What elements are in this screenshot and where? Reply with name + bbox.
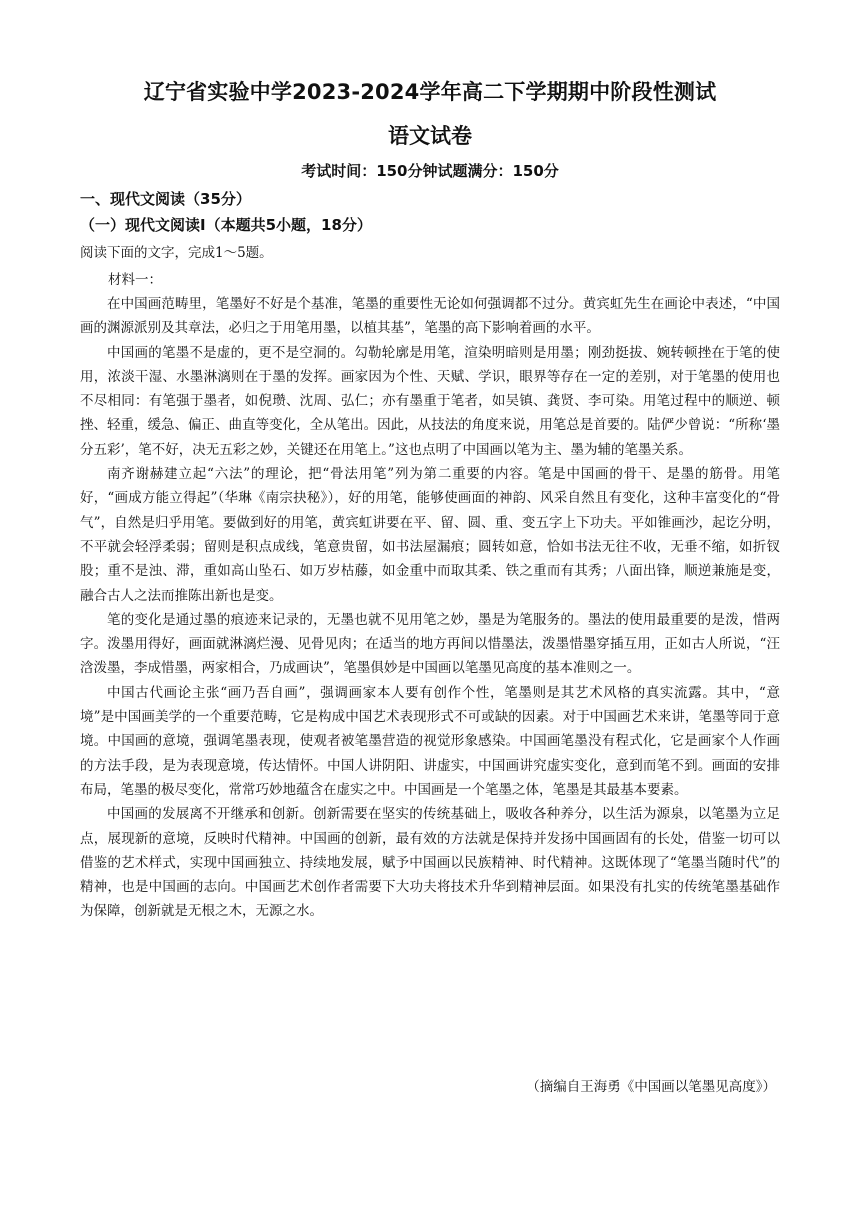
paragraph: 中国古代画论主张“画乃吾自画”，强调画家本人要有创作个性，笔墨则是其艺术风格的真实流露。其中，“意境”是中国画美学的一个重要范畴，它是构成中国艺术表现形式不可或缺的因素。对于中国画艺术来讲，笔墨等同于意境。中国画的意境，强调笔墨表现，使观者被笔墨营造的视觉形象感染。中国画笔墨没有程式化，它是画家个人作画的方法手段，是为表现意境，传达情怀。中国人讲阴阳、讲虚实，中国画讲究虚实变化，意到而笔不到。画面的安排布局，笔墨的极尽变化，常常巧妙地蕴含在虚实之中。中国画是一个笔墨之体，笔墨是其最基本要素。 [80, 684, 780, 798]
paragraph: 在中国画范畴里，笔墨好不好是个基准，笔墨的重要性无论如何强调都不过分。黄宾虹先生在画论中表述，“中国画的渊源派别及其章法，必归之于用笔用墨，以植其基”，笔墨的高下影响着画的水平。 [80, 296, 780, 337]
material-label: 材料一： [108, 272, 162, 288]
paragraph: 南齐谢赫建立起“六法”的理论，把“骨法用笔”列为第二重要的内容。笔是中国画的骨干、是墨的筋骨。用笔好，“画成方能立得起”（华琳《南宗抉秘》），好的用笔，能够使画面的神韵、风采自然且有变化，这种丰富变化的“骨气”，自然是归乎用笔。要做到好的用笔，黄宾虹讲要在平、留、圆、重、变五字上下功夫。平如锥画沙，起讫分明，不平就会轻浮柔弱；留则是积点成线，笔意贵留，如书法屋漏痕；圆转如意，恰如书法无往不收，无垂不缩，如折钗股；重不是浊、滞，重如高山坠石、如万岁枯藤，如金重中而取其柔、铁之重而有其秀；八面出锋，顺逆兼施是变，融合古人之法而推陈出新也是变。 [80, 466, 780, 604]
exam-info: 考试时间：150分钟试题满分：150分 [301, 162, 559, 180]
paragraph: 中国画的发展离不开继承和创新。创新需要在坚实的传统基础上，吸收各种养分，以生活为源泉，以笔墨为立足点，展现新的意境，反映时代精神。中国画的创新，最有效的方法就是保持并发扬中国画固有的长处，借鉴一切可以借鉴的艺术样式，实现中国画独立、持续地发展，赋予中国画以民族精神、时代精神。这既体现了“笔墨当随时代”的精神，也是中国画的志向。中国画艺术创作者需要下大功夫将技术升华到精神层面。如果没有扎实的传统笔墨基础作为保障，创新就是无根之木，无源之水。 [80, 806, 780, 920]
section-heading-part1: 一、现代文阅读（35分） [80, 190, 251, 208]
exam-subtitle: 语文试卷 [388, 124, 472, 148]
reading-instruction: 阅读下面的文字，完成1～5题。 [80, 245, 273, 261]
paragraph: 笔的变化是通过墨的痕迹来记录的，无墨也就不见用笔之妙，墨是为笔服务的。墨法的使用最重要的是泼，惜两字。泼墨用得好，画面就淋漓烂漫、见骨见肉；在适当的地方再间以惜墨法，泼墨惜墨穿插互用，正如古人所说，“汪浛泼墨，李成惜墨，两家相合，乃成画诀”，笔墨俱妙是中国画以笔墨见高度的基本准则之一。 [80, 611, 780, 677]
material-source: （摘编自王海勇《中国画以笔墨见高度》） [526, 1079, 776, 1095]
paragraph: 中国画的笔墨不是虚的，更不是空洞的。勾勒轮廓是用笔，渲染明暗则是用墨；刚劲挺拔、婉转顿挫在于笔的使用，浓淡干湿、水墨淋漓则在于墨的发挥。画家因为个性、天赋、学识，眼界等存在一定的差别，对于笔墨的使用也不尽相同：有笔强于墨者，如倪瓒、沈周、弘仁；亦有墨重于笔者，如吴镇、龚贤、李可染。用笔过程中的顺逆、顿挫、轻重，缓急、偏正、曲直等变化，全从笔出。因此，从技法的角度来说，用笔总是首要的。陆俨少曾说：“所称‘墨分五彩’，笔不好，决无五彩之妙，关键还在用笔上。”这也点明了中国画以笔为主、墨为辅的笔墨关系。 [80, 344, 780, 458]
section-heading-reading1: （一）现代文阅读Ⅰ（本题共5小题，18分） [80, 216, 372, 234]
material-body [80, 292, 780, 924]
exam-title: 辽宁省实验中学2023-2024学年高二下学期期中阶段性测试 [143, 80, 717, 104]
